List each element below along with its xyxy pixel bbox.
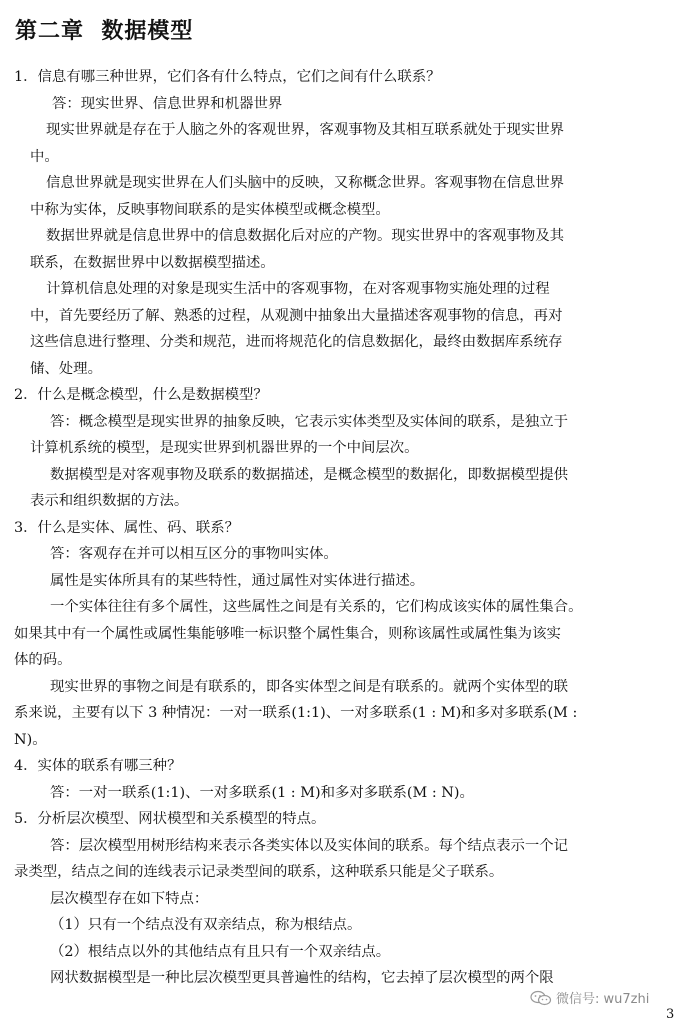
document-body: [14, 64, 672, 992]
text-line: 4．实体的联系有哪三种？: [14, 758, 182, 774]
text-line: 答：客观存在并可以相互区分的事物叫实体。: [50, 546, 338, 562]
text-line: （1）只有一个结点没有双亲结点，称为根结点。: [50, 917, 362, 933]
wechat-watermark: [530, 988, 649, 1007]
text-line: 一个实体往往有多个属性，这些属性之间是有关系的，它们构成该实体的属性集合。: [50, 599, 583, 615]
text-line: 现实世界的事物之间是有联系的，即各实体型之间是有联系的。就两个实体型的联: [50, 678, 569, 695]
text-line: 中称为实体，反映事物间联系的是实体模型或概念模型。: [30, 201, 390, 218]
text-line: 2．什么是概念模型，什么是数据模型？: [14, 387, 268, 403]
text-line: 数据模型是对客观事物及联系的数据描述，是概念模型的数据化，即数据模型提供: [50, 466, 569, 483]
text-line: 现实世界就是存在于人脑之外的客观世界，客观事物及其相互联系就处于现实世界: [46, 122, 565, 138]
text-line: 3．什么是实体、属性、码、联系？: [14, 519, 240, 536]
text-line: 录类型，结点之间的连线表示记录类型间的联系，这种联系只能是父子联系。: [14, 864, 504, 880]
text-line: 中。: [30, 148, 59, 165]
text-line: 储、处理。: [30, 360, 102, 377]
text-line: 计算机信息处理的对象是现实生活中的客观事物，在对客观事物实施处理的过程: [46, 281, 550, 297]
page-number: 3: [666, 1007, 675, 1022]
text-line: 5．分析层次模型、网状模型和关系模型的特点。: [14, 811, 326, 827]
text-line: 表示和组织数据的方法。: [30, 493, 189, 509]
text-line: 信息世界就是现实世界在人们头脑中的反映，又称概念世界。客观事物在信息世界: [46, 175, 565, 191]
text-line: 中，首先要经历了解、熟悉的过程，从观测中抽象出大量描述客观事物的信息，再对: [30, 307, 563, 324]
text-line: 层次模型存在如下特点：: [50, 890, 209, 907]
wechat-icon: [530, 990, 552, 1006]
chapter-title: 第二章 数据模型: [15, 19, 194, 44]
text-line: 数据世界就是信息世界中的信息数据化后对应的产物。现实世界中的客观事物及其: [46, 228, 565, 244]
text-line: 系来说，主要有以下 3 种情况：一对一联系(1:1)、一对多联系(1 : M)和多对多联系(M :: [14, 705, 578, 721]
text-line: 属性是实体所具有的某些特性，通过属性对实体进行描述。: [50, 572, 425, 589]
text-line: 答：概念模型是现实世界的抽象反映，它表示实体类型及实体间的联系，是独立于: [50, 413, 569, 430]
text-line: 答：层次模型用树形结构来表示各类实体以及实体间的联系。每个结点表示一个记: [50, 837, 569, 854]
text-line: 如果其中有一个属性或属性集能够唯一标识整个属性集合，则称该属性或属性集为该实: [14, 625, 561, 642]
text-line: N)。: [14, 731, 47, 748]
text-line: 这些信息进行整理、分类和规范，进而将规范化的信息数据化，最终由数据库系统存: [30, 334, 563, 350]
text-line: 体的码。: [14, 652, 72, 668]
text-line: 答：一对一联系(1:1)、一对多联系(1 : M)和多对多联系(M : N)。: [50, 784, 474, 801]
text-line: 联系，在数据世界中以数据模型描述。: [30, 254, 275, 271]
text-line: 网状数据模型是一种比层次模型更具普遍性的结构，它去掉了层次模型的两个限: [50, 970, 554, 986]
text-line: （2）根结点以外的其他结点有且只有一个双亲结点。: [50, 943, 391, 960]
text-line: 答：现实世界、信息世界和机器世界: [52, 95, 283, 112]
text-line: 计算机系统的模型，是现实世界到机器世界的一个中间层次。: [30, 440, 419, 456]
text-line: 1．信息有哪三种世界，它们各有什么特点，它们之间有什么联系？: [14, 69, 441, 85]
watermark-text: 微信号: wu7zhi: [556, 992, 650, 1007]
